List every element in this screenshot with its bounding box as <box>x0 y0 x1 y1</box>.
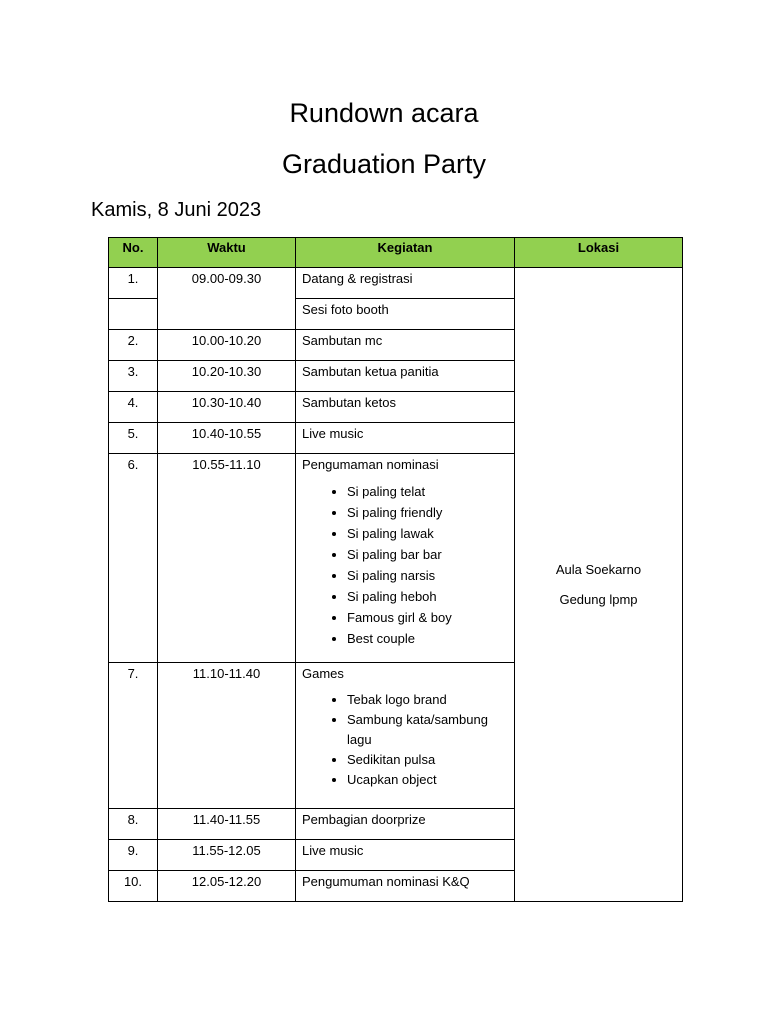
page-subtitle: Graduation Party <box>281 149 487 179</box>
list-item: • Sambung kata/sambung lagu <box>347 710 508 750</box>
row-time: 10.40-10.55 <box>158 423 296 454</box>
row-time: 10.30-10.40 <box>158 392 296 423</box>
row-number: 3. <box>109 361 158 392</box>
row-time: 10.00-10.20 <box>158 330 296 361</box>
row-number: 8. <box>109 809 158 840</box>
rundown-table <box>108 237 683 902</box>
list-item: • Si paling friendly <box>347 502 508 523</box>
list-item: • Tebak logo brand <box>347 690 508 710</box>
row-time: 11.55-12.05 <box>158 840 296 871</box>
row-activity: Sesi foto booth <box>296 299 515 330</box>
row-number: 5. <box>109 423 158 454</box>
list-item: • Si paling telat <box>347 481 508 502</box>
page-title: Rundown acara <box>289 98 479 128</box>
games-list <box>302 690 508 790</box>
column-header-lokasi: Lokasi <box>515 238 683 268</box>
row-number: 10. <box>109 871 158 902</box>
list-item: • Famous girl & boy <box>347 607 508 628</box>
row-number: 4. <box>109 392 158 423</box>
row-time: 10.20-10.30 <box>158 361 296 392</box>
row-activity: Pengumuman nominasi K&Q <box>296 871 515 902</box>
row-activity: Sambutan mc <box>296 330 515 361</box>
location-cell <box>515 268 683 902</box>
location-line-2: Gedung lpmp <box>559 591 638 607</box>
row-time: 10.55-11.10 <box>158 454 296 663</box>
table-row <box>109 268 683 299</box>
row-time: 09.00-09.30 <box>158 268 296 330</box>
list-item: • Sedikitan pulsa <box>347 750 508 770</box>
event-date: Kamis, 8 Juni 2023 <box>91 199 262 221</box>
row-activity: Sambutan ketos <box>296 392 515 423</box>
row-number: 9. <box>109 840 158 871</box>
row-activity: Pembagian doorprize <box>296 809 515 840</box>
list-item: • Si paling bar bar <box>347 544 508 565</box>
row-activity: Sambutan ketua panitia <box>296 361 515 392</box>
list-item: • Si paling narsis <box>347 565 508 586</box>
row-activity: Live music <box>296 423 515 454</box>
row-number: 7. <box>109 663 158 809</box>
row-number: 1. <box>109 268 158 299</box>
row-activity <box>296 454 515 663</box>
list-item: • Ucapkan object <box>347 770 508 790</box>
list-item: • Si paling lawak <box>347 523 508 544</box>
column-header-waktu: Waktu <box>158 238 296 268</box>
table-header-row <box>109 238 683 268</box>
location-line-1: Aula Soekarno <box>555 561 642 577</box>
activity-title: Pengumaman nominasi <box>302 457 439 472</box>
row-time: 12.05-12.20 <box>158 871 296 902</box>
list-item: • Best couple <box>347 628 508 649</box>
row-number: 6. <box>109 454 158 663</box>
row-number: 2. <box>109 330 158 361</box>
row-activity: Datang & registrasi <box>296 268 515 299</box>
row-number <box>109 299 158 330</box>
row-activity <box>296 663 515 809</box>
nominee-list <box>302 481 508 649</box>
activity-title: Games <box>302 666 344 681</box>
column-header-kegiatan: Kegiatan <box>296 238 515 268</box>
list-item: • Si paling heboh <box>347 586 508 607</box>
row-time: 11.10-11.40 <box>158 663 296 809</box>
column-header-no: No. <box>109 238 158 268</box>
row-time: 11.40-11.55 <box>158 809 296 840</box>
row-activity: Live music <box>296 840 515 871</box>
